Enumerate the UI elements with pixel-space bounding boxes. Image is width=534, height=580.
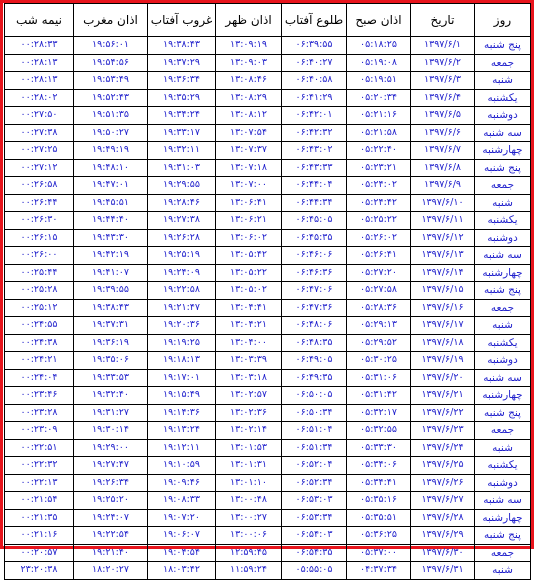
cell-midnight: ۰۰:۲۶:۵۸	[5, 177, 74, 195]
cell-noon-azan: ۱۳:۰۶:۲۱	[216, 212, 282, 230]
cell-day: شنبه	[475, 562, 531, 580]
cell-maghrib-azan: ۱۹:۳۸:۴۳	[74, 299, 148, 317]
cell-day: یکشنبه	[475, 334, 531, 352]
cell-midnight: ۰۰:۲۵:۱۲	[5, 299, 74, 317]
cell-date: ۱۳۹۷/۶/۱۲	[411, 229, 475, 247]
cell-sunrise: ۰۶:۴۹:۰۵	[282, 352, 347, 370]
cell-fajr-azan: ۰۵:۲۷:۲۰	[347, 264, 411, 282]
cell-midnight: ۰۰:۲۷:۵۰	[5, 107, 74, 125]
cell-day: جمعه	[475, 422, 531, 440]
cell-maghrib-azan: ۱۹:۴۸:۱۰	[74, 159, 148, 177]
cell-sunset: ۱۹:۱۳:۲۴	[148, 422, 216, 440]
cell-noon-azan: ۱۳:۰۰:۴۸	[216, 492, 282, 510]
cell-midnight: ۰۰:۲۸:۱۳	[5, 72, 74, 90]
cell-noon-azan: ۱۳:۰۴:۴۱	[216, 299, 282, 317]
cell-midnight: ۰۰:۲۱:۱۶	[5, 527, 74, 545]
table-row	[5, 352, 531, 370]
cell-sunrise: ۰۶:۵۴:۰۳	[282, 527, 347, 545]
cell-sunset: ۱۹:۱۸:۱۳	[148, 352, 216, 370]
cell-maghrib-azan: ۱۹:۴۳:۳۰	[74, 229, 148, 247]
cell-noon-azan: ۱۳:۰۷:۵۴	[216, 124, 282, 142]
cell-maghrib-azan: ۱۹:۳۳:۵۳	[74, 369, 148, 387]
cell-fajr-azan: ۰۵:۱۹:۵۱	[347, 72, 411, 90]
cell-sunset: ۱۹:۲۱:۴۷	[148, 299, 216, 317]
cell-noon-azan: ۱۳:۰۹:۰۳	[216, 54, 282, 72]
cell-noon-azan: ۱۳:۰۴:۲۱	[216, 317, 282, 335]
cell-sunset: ۱۹:۳۴:۲۴	[148, 107, 216, 125]
cell-fajr-azan: ۰۵:۲۰:۳۴	[347, 89, 411, 107]
cell-day: چهارشنبه	[475, 509, 531, 527]
cell-date: ۱۳۹۷/۶/۲۶	[411, 474, 475, 492]
table-row	[5, 177, 531, 195]
cell-date: ۱۳۹۷/۶/۱	[411, 37, 475, 55]
cell-fajr-azan: ۰۵:۳۴:۰۶	[347, 457, 411, 475]
cell-date: ۱۳۹۷/۶/۱۶	[411, 299, 475, 317]
cell-noon-azan: ۱۳:۰۳:۱۸	[216, 369, 282, 387]
cell-day: پنج شنبه	[475, 37, 531, 55]
cell-fajr-azan: ۰۵:۳۱:۴۲	[347, 387, 411, 405]
cell-fajr-azan: ۰۵:۲۱:۱۶	[347, 107, 411, 125]
cell-sunset: ۱۹:۱۷:۰۱	[148, 369, 216, 387]
header-maghrib-azan: اذان مغرب	[74, 4, 148, 37]
table-row	[5, 229, 531, 247]
table-row	[5, 474, 531, 492]
cell-noon-azan: ۱۳:۰۳:۳۹	[216, 352, 282, 370]
table-row	[5, 142, 531, 160]
cell-date: ۱۳۹۷/۶/۷	[411, 142, 475, 160]
cell-maghrib-azan: ۱۹:۳۹:۵۵	[74, 282, 148, 300]
cell-midnight: ۰۰:۲۲:۳۲	[5, 457, 74, 475]
cell-sunrise: ۰۶:۴۲:۰۱	[282, 107, 347, 125]
cell-noon-azan: ۱۳:۰۹:۱۹	[216, 37, 282, 55]
cell-fajr-azan: ۰۵:۲۱:۵۸	[347, 124, 411, 142]
cell-date: ۱۳۹۷/۶/۱۵	[411, 282, 475, 300]
cell-fajr-azan: ۰۵:۳۱:۰۶	[347, 369, 411, 387]
cell-day: جمعه	[475, 54, 531, 72]
cell-sunset: ۱۹:۳۶:۳۴	[148, 72, 216, 90]
cell-date: ۱۳۹۷/۶/۳۱	[411, 562, 475, 580]
cell-maghrib-azan: ۱۹:۵۲:۴۳	[74, 89, 148, 107]
cell-date: ۱۳۹۷/۶/۶	[411, 124, 475, 142]
cell-sunset: ۱۹:۳۳:۱۷	[148, 124, 216, 142]
cell-midnight: ۰۰:۲۰:۵۷	[5, 544, 74, 562]
cell-sunset: ۱۹:۱۴:۳۶	[148, 404, 216, 422]
cell-sunset: ۱۹:۳۵:۲۹	[148, 89, 216, 107]
table-row	[5, 369, 531, 387]
cell-fajr-azan: ۰۵:۱۸:۲۵	[347, 37, 411, 55]
cell-noon-azan: ۱۳:۰۱:۳۱	[216, 457, 282, 475]
table-row	[5, 72, 531, 90]
cell-day: چهارشنبه	[475, 264, 531, 282]
cell-midnight: ۰۰:۲۸:۳۳	[5, 37, 74, 55]
cell-day: جمعه	[475, 177, 531, 195]
table-row	[5, 387, 531, 405]
cell-sunrise: ۰۶:۴۳:۳۳	[282, 159, 347, 177]
cell-midnight: ۰۰:۲۴:۰۴	[5, 369, 74, 387]
cell-sunrise: ۰۶:۴۶:۳۶	[282, 264, 347, 282]
cell-midnight: ۲۳:۲۰:۳۸	[5, 562, 74, 580]
cell-maghrib-azan: ۱۹:۵۱:۳۵	[74, 107, 148, 125]
cell-day: پنج شنبه	[475, 527, 531, 545]
cell-maghrib-azan: ۱۹:۳۰:۱۴	[74, 422, 148, 440]
table-row	[5, 492, 531, 510]
cell-fajr-azan: ۰۵:۲۸:۳۶	[347, 299, 411, 317]
table-row	[5, 54, 531, 72]
table-row	[5, 527, 531, 545]
cell-date: ۱۳۹۷/۶/۳	[411, 72, 475, 90]
table-row	[5, 89, 531, 107]
cell-date: ۱۳۹۷/۶/۲۳	[411, 422, 475, 440]
cell-sunset: ۱۹:۳۲:۱۱	[148, 142, 216, 160]
cell-maghrib-azan: ۱۸:۲۰:۲۷	[74, 562, 148, 580]
cell-midnight: ۰۰:۲۱:۳۵	[5, 509, 74, 527]
cell-day: شنبه	[475, 317, 531, 335]
cell-date: ۱۳۹۷/۶/۱۱	[411, 212, 475, 230]
header-noon-azan: اذان ظهر	[216, 4, 282, 37]
cell-day: یکشنبه	[475, 457, 531, 475]
cell-fajr-azan: ۰۵:۳۵:۱۶	[347, 492, 411, 510]
cell-sunset: ۱۹:۰۷:۲۰	[148, 509, 216, 527]
cell-fajr-azan: ۰۵:۳۲:۵۵	[347, 422, 411, 440]
cell-sunrise: ۰۶:۵۱:۳۴	[282, 439, 347, 457]
cell-midnight: ۰۰:۲۵:۲۸	[5, 282, 74, 300]
cell-midnight: ۰۰:۲۲:۵۱	[5, 439, 74, 457]
header-date: تاریخ	[411, 4, 475, 37]
cell-midnight: ۰۰:۲۱:۵۴	[5, 492, 74, 510]
cell-date: ۱۳۹۷/۶/۱۷	[411, 317, 475, 335]
cell-day: سه شنبه	[475, 369, 531, 387]
cell-sunset: ۱۹:۲۸:۴۶	[148, 194, 216, 212]
cell-fajr-azan: ۰۵:۲۹:۱۳	[347, 317, 411, 335]
cell-date: ۱۳۹۷/۶/۲۹	[411, 527, 475, 545]
cell-day: سه شنبه	[475, 492, 531, 510]
cell-sunset: ۱۹:۰۹:۴۶	[148, 474, 216, 492]
cell-midnight: ۰۰:۲۷:۲۵	[5, 142, 74, 160]
cell-date: ۱۳۹۷/۶/۴	[411, 89, 475, 107]
cell-fajr-azan: ۰۵:۲۴:۴۲	[347, 194, 411, 212]
header-fajr-azan: اذان صبح	[347, 4, 411, 37]
cell-maghrib-azan: ۱۹:۳۵:۰۶	[74, 352, 148, 370]
cell-day: یکشنبه	[475, 212, 531, 230]
cell-noon-azan: ۱۳:۰۱:۵۳	[216, 439, 282, 457]
cell-sunrise: ۰۶:۴۵:۰۵	[282, 212, 347, 230]
header-sunrise: طلوع آفتاب	[282, 4, 347, 37]
cell-sunset: ۱۹:۲۶:۲۸	[148, 229, 216, 247]
cell-sunrise: ۰۶:۵۲:۳۴	[282, 474, 347, 492]
table-row	[5, 124, 531, 142]
cell-noon-azan: ۱۳:۰۸:۱۲	[216, 107, 282, 125]
table-row	[5, 282, 531, 300]
cell-day: دوشنبه	[475, 107, 531, 125]
table-row	[5, 404, 531, 422]
table-row	[5, 194, 531, 212]
cell-sunrise: ۰۶:۵۱:۰۴	[282, 422, 347, 440]
cell-noon-azan: ۱۳:۰۴:۰۰	[216, 334, 282, 352]
cell-sunset: ۱۹:۰۸:۳۳	[148, 492, 216, 510]
cell-maghrib-azan: ۱۹:۵۶:۰۱	[74, 37, 148, 55]
cell-noon-azan: ۱۳:۰۰:۲۷	[216, 509, 282, 527]
table-row	[5, 562, 531, 580]
cell-fajr-azan: ۰۵:۳۴:۴۱	[347, 474, 411, 492]
cell-sunrise: ۰۶:۵۳:۰۳	[282, 492, 347, 510]
cell-noon-azan: ۱۳:۰۱:۱۰	[216, 474, 282, 492]
cell-noon-azan: ۱۲:۵۹:۴۵	[216, 544, 282, 562]
cell-midnight: ۰۰:۲۲:۱۳	[5, 474, 74, 492]
prayer-times-table	[4, 3, 531, 580]
cell-sunrise: ۰۶:۳۹:۵۵	[282, 37, 347, 55]
table-row	[5, 439, 531, 457]
cell-maghrib-azan: ۱۹:۲۷:۴۷	[74, 457, 148, 475]
cell-day: دوشنبه	[475, 352, 531, 370]
cell-maghrib-azan: ۱۹:۲۵:۲۰	[74, 492, 148, 510]
cell-date: ۱۳۹۷/۶/۲۰	[411, 369, 475, 387]
cell-maghrib-azan: ۱۹:۳۶:۱۹	[74, 334, 148, 352]
cell-maghrib-azan: ۱۹:۴۷:۰۱	[74, 177, 148, 195]
cell-sunset: ۱۹:۳۸:۴۳	[148, 37, 216, 55]
table-row	[5, 317, 531, 335]
cell-midnight: ۰۰:۲۶:۳۰	[5, 212, 74, 230]
cell-noon-azan: ۱۳:۰۶:۴۱	[216, 194, 282, 212]
cell-midnight: ۰۰:۲۸:۱۳	[5, 54, 74, 72]
cell-sunrise: ۰۶:۴۴:۳۴	[282, 194, 347, 212]
header-sunset: غروب آفتاب	[148, 4, 216, 37]
cell-midnight: ۰۰:۲۷:۳۸	[5, 124, 74, 142]
cell-noon-azan: ۱۳:۰۵:۲۲	[216, 264, 282, 282]
cell-sunrise: ۰۶:۴۶:۰۶	[282, 247, 347, 265]
cell-maghrib-azan: ۱۹:۳۲:۴۰	[74, 387, 148, 405]
cell-fajr-azan: ۰۵:۲۶:۴۱	[347, 247, 411, 265]
cell-maghrib-azan: ۱۹:۴۴:۴۰	[74, 212, 148, 230]
table-row	[5, 334, 531, 352]
cell-date: ۱۳۹۷/۶/۲۱	[411, 387, 475, 405]
cell-maghrib-azan: ۱۹:۴۵:۵۱	[74, 194, 148, 212]
cell-midnight: ۰۰:۲۶:۴۴	[5, 194, 74, 212]
cell-midnight: ۰۰:۲۳:۴۶	[5, 387, 74, 405]
cell-day: دوشنبه	[475, 474, 531, 492]
cell-noon-azan: ۱۳:۰۲:۱۴	[216, 422, 282, 440]
cell-sunset: ۱۹:۲۰:۳۶	[148, 317, 216, 335]
cell-fajr-azan: ۰۵:۳۵:۵۱	[347, 509, 411, 527]
cell-sunset: ۱۹:۲۲:۵۸	[148, 282, 216, 300]
cell-maghrib-azan: ۱۹:۴۱:۰۷	[74, 264, 148, 282]
cell-day: شنبه	[475, 439, 531, 457]
cell-midnight: ۰۰:۲۴:۳۸	[5, 334, 74, 352]
cell-date: ۱۳۹۷/۶/۵	[411, 107, 475, 125]
cell-maghrib-azan: ۱۹:۳۷:۳۱	[74, 317, 148, 335]
cell-maghrib-azan: ۱۹:۵۴:۵۶	[74, 54, 148, 72]
cell-noon-azan: ۱۳:۰۲:۳۶	[216, 404, 282, 422]
cell-sunrise: ۰۶:۵۲:۰۴	[282, 457, 347, 475]
table-row	[5, 247, 531, 265]
cell-sunrise: ۰۶:۴۷:۳۶	[282, 299, 347, 317]
cell-midnight: ۰۰:۲۶:۰۰	[5, 247, 74, 265]
cell-day: جمعه	[475, 299, 531, 317]
cell-sunset: ۱۹:۲۹:۵۵	[148, 177, 216, 195]
cell-fajr-azan: ۰۵:۲۳:۲۱	[347, 159, 411, 177]
cell-sunrise: ۰۶:۴۱:۲۹	[282, 89, 347, 107]
header-day: روز	[475, 4, 531, 37]
cell-day: سه شنبه	[475, 247, 531, 265]
header-row	[5, 4, 531, 37]
cell-fajr-azan: ۰۵:۲۷:۵۸	[347, 282, 411, 300]
cell-noon-azan: ۱۳:۰۷:۰۰	[216, 177, 282, 195]
table-row	[5, 212, 531, 230]
cell-sunset: ۱۹:۲۷:۳۸	[148, 212, 216, 230]
cell-sunset: ۱۹:۳۷:۲۹	[148, 54, 216, 72]
cell-day: چهارشنبه	[475, 387, 531, 405]
table-row	[5, 159, 531, 177]
cell-day: شنبه	[475, 72, 531, 90]
cell-sunrise: ۰۶:۴۸:۰۶	[282, 317, 347, 335]
cell-fajr-azan: ۰۵:۳۶:۲۵	[347, 527, 411, 545]
cell-sunrise: ۰۶:۵۰:۳۴	[282, 404, 347, 422]
cell-fajr-azan: ۰۵:۳۰:۲۵	[347, 352, 411, 370]
cell-midnight: ۰۰:۲۷:۱۲	[5, 159, 74, 177]
table-row	[5, 457, 531, 475]
cell-noon-azan: ۱۳:۰۷:۳۷	[216, 142, 282, 160]
cell-fajr-azan: ۰۵:۲۲:۴۰	[347, 142, 411, 160]
cell-fajr-azan: ۰۵:۲۴:۰۲	[347, 177, 411, 195]
cell-maghrib-azan: ۱۹:۴۲:۱۹	[74, 247, 148, 265]
cell-fajr-azan: ۰۵:۲۵:۲۲	[347, 212, 411, 230]
cell-sunset: ۱۹:۲۴:۰۹	[148, 264, 216, 282]
cell-midnight: ۰۰:۲۵:۴۴	[5, 264, 74, 282]
cell-sunset: ۱۸:۰۳:۴۲	[148, 562, 216, 580]
cell-maghrib-azan: ۱۹:۳۱:۲۷	[74, 404, 148, 422]
cell-sunrise: ۰۶:۴۲:۳۲	[282, 124, 347, 142]
cell-date: ۱۳۹۷/۶/۱۳	[411, 247, 475, 265]
cell-date: ۱۳۹۷/۶/۱۹	[411, 352, 475, 370]
table-row	[5, 264, 531, 282]
cell-maghrib-azan: ۱۹:۴۹:۱۹	[74, 142, 148, 160]
cell-sunrise: ۰۶:۴۸:۳۵	[282, 334, 347, 352]
cell-day: پنج شنبه	[475, 159, 531, 177]
cell-fajr-azan: ۰۵:۳۳:۳۰	[347, 439, 411, 457]
cell-fajr-azan: ۰۵:۲۹:۵۲	[347, 334, 411, 352]
cell-sunrise: ۰۶:۵۰:۰۵	[282, 387, 347, 405]
table-row	[5, 107, 531, 125]
cell-date: ۱۳۹۷/۶/۱۰	[411, 194, 475, 212]
cell-date: ۱۳۹۷/۶/۳۰	[411, 544, 475, 562]
table-row	[5, 544, 531, 562]
cell-sunset: ۱۹:۰۶:۰۷	[148, 527, 216, 545]
cell-date: ۱۳۹۷/۶/۲۴	[411, 439, 475, 457]
cell-day: پنج شنبه	[475, 282, 531, 300]
cell-noon-azan: ۱۳:۰۸:۲۹	[216, 89, 282, 107]
cell-date: ۱۳۹۷/۶/۸	[411, 159, 475, 177]
cell-noon-azan: ۱۳:۰۵:۴۲	[216, 247, 282, 265]
cell-sunrise: ۰۶:۴۰:۲۷	[282, 54, 347, 72]
cell-noon-azan: ۱۱:۵۹:۲۴	[216, 562, 282, 580]
cell-day: یکشنبه	[475, 89, 531, 107]
table-row	[5, 37, 531, 55]
cell-sunrise: ۰۶:۵۳:۳۴	[282, 509, 347, 527]
cell-date: ۱۳۹۷/۶/۲۵	[411, 457, 475, 475]
cell-noon-azan: ۱۳:۰۸:۴۶	[216, 72, 282, 90]
cell-sunrise: ۰۵:۵۵:۰۵	[282, 562, 347, 580]
cell-maghrib-azan: ۱۹:۲۹:۰۰	[74, 439, 148, 457]
cell-fajr-azan: ۰۵:۱۹:۰۸	[347, 54, 411, 72]
cell-noon-azan: ۱۳:۰۶:۰۲	[216, 229, 282, 247]
cell-day: پنج شنبه	[475, 404, 531, 422]
cell-maghrib-azan: ۱۹:۲۶:۳۴	[74, 474, 148, 492]
cell-day: شنبه	[475, 194, 531, 212]
cell-maghrib-azan: ۱۹:۵۳:۴۹	[74, 72, 148, 90]
cell-sunset: ۱۹:۱۰:۵۹	[148, 457, 216, 475]
cell-noon-azan: ۱۳:۰۰:۰۶	[216, 527, 282, 545]
cell-fajr-azan: ۰۴:۳۷:۳۴	[347, 562, 411, 580]
cell-sunrise: ۰۶:۴۵:۳۵	[282, 229, 347, 247]
cell-midnight: ۰۰:۲۴:۲۱	[5, 352, 74, 370]
cell-sunrise: ۰۶:۴۰:۵۸	[282, 72, 347, 90]
cell-sunset: ۱۹:۱۹:۲۵	[148, 334, 216, 352]
cell-date: ۱۳۹۷/۶/۱۸	[411, 334, 475, 352]
cell-day: جمعه	[475, 544, 531, 562]
cell-maghrib-azan: ۱۹:۲۲:۵۴	[74, 527, 148, 545]
cell-day: دوشنبه	[475, 229, 531, 247]
cell-fajr-azan: ۰۵:۲۶:۰۲	[347, 229, 411, 247]
cell-day: چهارشنبه	[475, 142, 531, 160]
cell-fajr-azan: ۰۵:۳۷:۰۰	[347, 544, 411, 562]
cell-date: ۱۳۹۷/۶/۹	[411, 177, 475, 195]
cell-sunset: ۱۹:۰۴:۵۴	[148, 544, 216, 562]
cell-sunset: ۱۹:۱۵:۴۹	[148, 387, 216, 405]
cell-sunset: ۱۹:۱۲:۱۱	[148, 439, 216, 457]
cell-date: ۱۳۹۷/۶/۲	[411, 54, 475, 72]
cell-noon-azan: ۱۳:۰۷:۱۸	[216, 159, 282, 177]
cell-noon-azan: ۱۳:۰۵:۰۲	[216, 282, 282, 300]
cell-midnight: ۰۰:۲۳:۲۸	[5, 404, 74, 422]
cell-sunrise: ۰۶:۴۴:۰۴	[282, 177, 347, 195]
cell-sunset: ۱۹:۲۵:۱۹	[148, 247, 216, 265]
table-row	[5, 422, 531, 440]
header-midnight: نیمه شب	[5, 4, 74, 37]
cell-maghrib-azan: ۱۹:۲۴:۰۷	[74, 509, 148, 527]
cell-date: ۱۳۹۷/۶/۲۸	[411, 509, 475, 527]
table-row	[5, 509, 531, 527]
cell-sunrise: ۰۶:۴۷:۰۶	[282, 282, 347, 300]
cell-maghrib-azan: ۱۹:۲۱:۴۰	[74, 544, 148, 562]
cell-date: ۱۳۹۷/۶/۲۷	[411, 492, 475, 510]
cell-sunrise: ۰۶:۴۹:۳۵	[282, 369, 347, 387]
cell-maghrib-azan: ۱۹:۵۰:۲۷	[74, 124, 148, 142]
cell-midnight: ۰۰:۲۴:۵۵	[5, 317, 74, 335]
cell-sunrise: ۰۶:۵۴:۳۵	[282, 544, 347, 562]
cell-midnight: ۰۰:۲۸:۰۲	[5, 89, 74, 107]
cell-sunrise: ۰۶:۴۳:۰۲	[282, 142, 347, 160]
cell-noon-azan: ۱۳:۰۲:۵۷	[216, 387, 282, 405]
cell-midnight: ۰۰:۲۳:۰۹	[5, 422, 74, 440]
table-row	[5, 299, 531, 317]
cell-day: سه شنبه	[475, 124, 531, 142]
cell-sunset: ۱۹:۳۱:۰۳	[148, 159, 216, 177]
cell-date: ۱۳۹۷/۶/۱۴	[411, 264, 475, 282]
cell-date: ۱۳۹۷/۶/۲۲	[411, 404, 475, 422]
cell-fajr-azan: ۰۵:۳۲:۱۷	[347, 404, 411, 422]
cell-midnight: ۰۰:۲۶:۱۵	[5, 229, 74, 247]
